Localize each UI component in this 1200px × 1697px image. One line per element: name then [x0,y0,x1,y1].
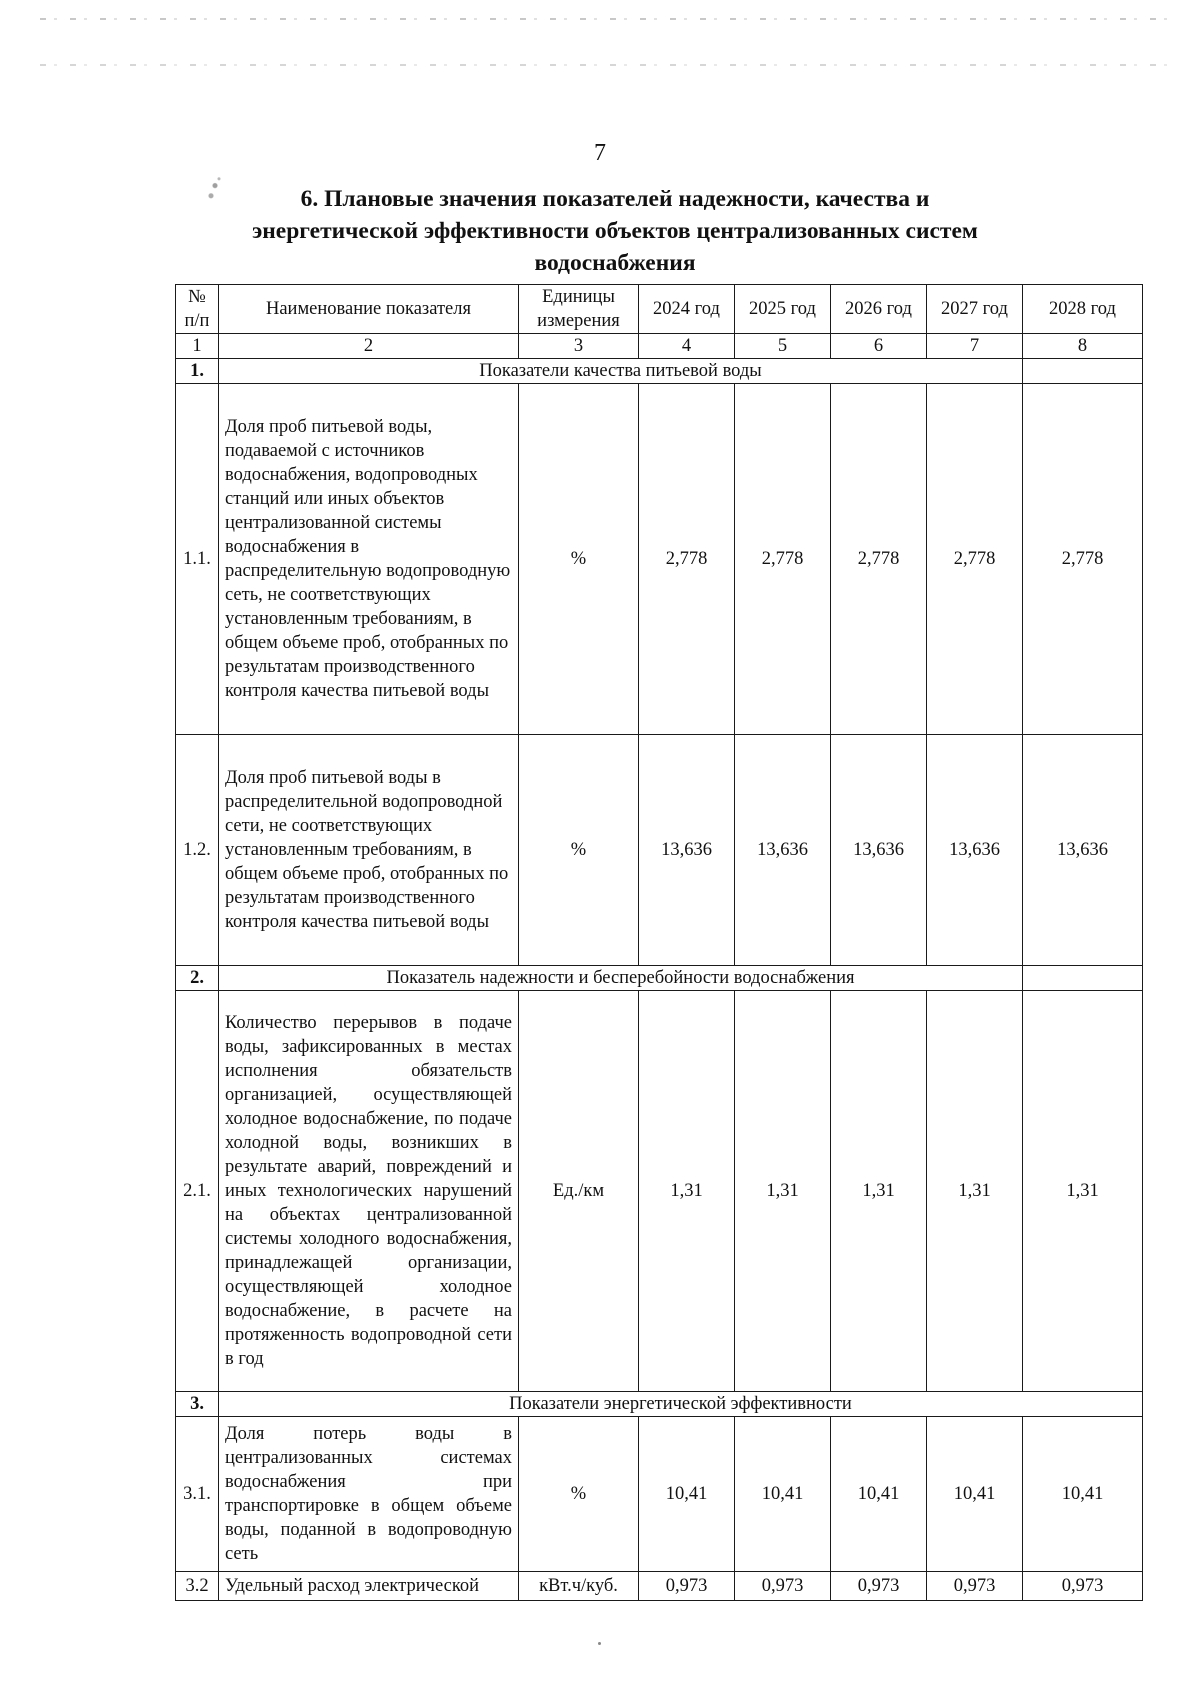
unit-cell: % [519,735,639,966]
value-2024: 0,973 [639,1572,735,1601]
value-2026: 1,31 [831,991,927,1392]
value-2025: 13,636 [735,735,831,966]
column-number: 8 [1023,334,1143,359]
value-2028: 13,636 [1023,735,1143,966]
table-row [176,1572,1143,1601]
row-number: 2.1. [176,991,219,1392]
value-2027: 10,41 [927,1417,1023,1572]
value-2024: 13,636 [639,735,735,966]
header-unit: Единицы измерения [519,285,639,334]
row-number: 1.2. [176,735,219,966]
section-title-cell: Показатели качества питьевой воды [219,359,1023,384]
value-2028: 2,778 [1023,384,1143,735]
indicator-name: Удельный расход электрической [219,1572,519,1601]
row-number: 1.1. [176,384,219,735]
table-row [176,384,1143,735]
page-number: 7 [594,140,606,166]
scan-artifact-top [40,18,1170,20]
value-2025: 10,41 [735,1417,831,1572]
indicators-table [175,284,1143,1601]
table-row [176,1417,1143,1572]
table-row [176,735,1143,966]
value-2028: 10,41 [1023,1417,1143,1572]
indicator-name: Доля проб питьевой воды в распределительной водопроводной сети, не соответствующих установленным требованиям, в общем объеме проб, отобранных по результатам производственного контроля качества питьевой воды [219,735,519,966]
value-2027: 0,973 [927,1572,1023,1601]
value-2027: 13,636 [927,735,1023,966]
section-number: 3. [176,1392,219,1417]
value-2027: 1,31 [927,991,1023,1392]
header-year-2024: 2024 год [639,285,735,334]
section-row-2 [176,966,1143,991]
column-number: 5 [735,334,831,359]
value-2028: 0,973 [1023,1572,1143,1601]
section-title [150,183,1080,279]
value-2026: 13,636 [831,735,927,966]
column-number: 1 [176,334,219,359]
indicator-name: Доля потерь воды в централизованных системах водоснабжения при транспортировке в общем объеме воды, поданной в водопроводную сеть [219,1417,519,1572]
empty-cell [1023,359,1143,384]
row-number: 3.1. [176,1417,219,1572]
title-line-2: энергетической эффективности объектов централизованных систем [252,218,978,244]
value-2025: 1,31 [735,991,831,1392]
unit-cell: % [519,1417,639,1572]
header-year-2028: 2028 год [1023,285,1143,334]
column-number: 2 [219,334,519,359]
section-row-3 [176,1392,1143,1417]
value-2025: 2,778 [735,384,831,735]
header-name: Наименование показателя [219,285,519,334]
section-title-cell: Показатели энергетической эффективности [219,1392,1143,1417]
table-row [176,991,1143,1392]
row-number: 3.2 [176,1572,219,1601]
scan-artifact-second [40,64,1170,66]
value-2026: 2,778 [831,384,927,735]
header-year-2027: 2027 год [927,285,1023,334]
header-year-2025: 2025 год [735,285,831,334]
column-number-row [176,334,1143,359]
unit-cell: % [519,384,639,735]
value-2028: 1,31 [1023,991,1143,1392]
unit-cell: кВт.ч/куб. [519,1572,639,1601]
section-row-1 [176,359,1143,384]
column-number: 7 [927,334,1023,359]
indicator-name: Доля проб питьевой воды, подаваемой с источников водоснабжения, водопроводных станций или иных объектов централизованной системы водоснабжения в распределительную водопроводную сеть, не соответствующих установленным требованиям, в общем объеме проб, отобранных по результатам производственного контроля качества питьевой воды [219,384,519,735]
value-2025: 0,973 [735,1572,831,1601]
value-2024: 2,778 [639,384,735,735]
value-2024: 10,41 [639,1417,735,1572]
column-number: 4 [639,334,735,359]
column-number: 6 [831,334,927,359]
header-year-2026: 2026 год [831,285,927,334]
indicator-name: Количество перерывов в подаче воды, зафиксированных в местах исполнения обязательств организацией, осуществляющей холодное водоснабжение, по подаче холодной воды, возникших в результате аварий, повреждений и иных технологических нарушений на объектах централизованной системы холодного водоснабжения, принадлежащей организации, осуществляющей холодное водоснабжение, в расчете на протяженность водопроводной сети в год [219,991,519,1392]
section-number: 2. [176,966,219,991]
title-line-1: 6. Плановые значения показателей надежности, качества и [300,186,930,212]
section-number: 1. [176,359,219,384]
title-line-3: водоснабжения [534,250,696,276]
header-num: № п/п [176,285,219,334]
scan-dot [598,1642,601,1645]
header-row [176,285,1143,334]
section-title-cell: Показатель надежности и бесперебойности водоснабжения [219,966,1023,991]
value-2027: 2,778 [927,384,1023,735]
value-2026: 10,41 [831,1417,927,1572]
value-2026: 0,973 [831,1572,927,1601]
empty-cell [1023,966,1143,991]
value-2024: 1,31 [639,991,735,1392]
unit-cell: Ед./км [519,991,639,1392]
column-number: 3 [519,334,639,359]
